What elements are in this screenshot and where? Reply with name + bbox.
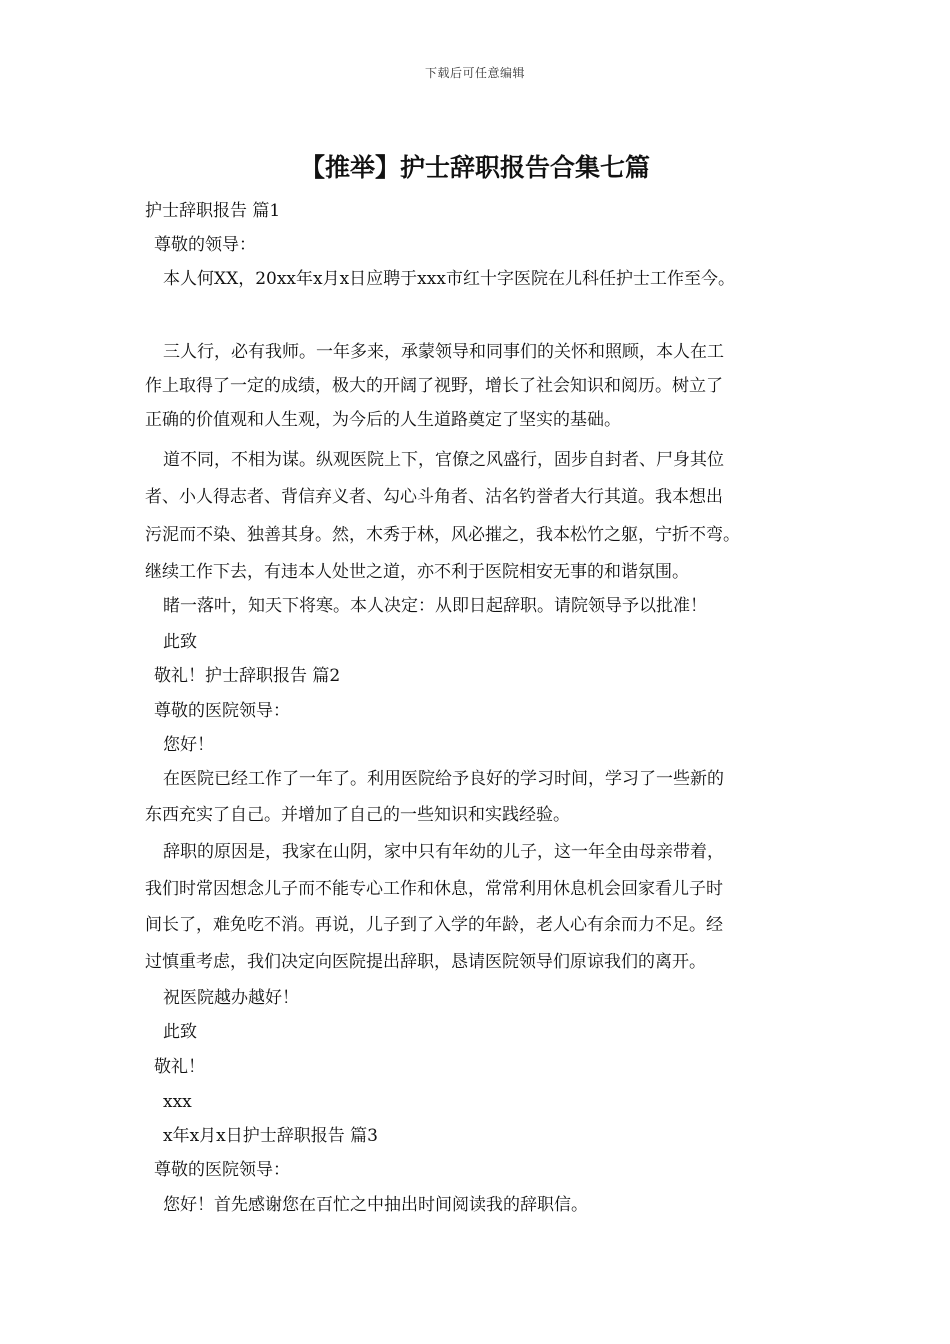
document-title: 【推举】护士辞职报告合集七篇 [299,153,650,182]
closing-line: 此致 [163,632,197,652]
closing-line: 此致 [163,1022,197,1042]
greeting: 您好！ [163,735,214,755]
paragraph-line: 本人何XX，20xx年x月x日应聘于xxx市红十字医院在儿科任护士工作至今。 [163,269,735,289]
section-heading-1: 护士辞职报告 篇1 [145,201,281,221]
paragraph-line: 间长了，难免吃不消。再说，儿子到了入学的年龄，老人心有余而力不足。经 [145,915,723,935]
section-heading-3: x年x月x日护士辞职报告 篇3 [163,1126,378,1146]
signature: xxx [163,1092,192,1112]
paragraph-line: 东西充实了自己。并增加了自己的一些知识和实践经验。 [145,805,570,825]
paragraph-line: 睹一落叶，知天下将寒。本人决定：从即日起辞职。请院领导予以批准！ [163,596,707,616]
paragraph-line: 污泥而不染、独善其身。然，木秀于林，风必摧之，我本松竹之躯，宁折不弯。 [145,525,740,545]
paragraph-line: 正确的价值观和人生观，为今后的人生道路奠定了坚实的基础。 [145,410,621,430]
paragraph-line: 作上取得了一定的成绩，极大的开阔了视野，增长了社会知识和阅历。树立了 [145,376,723,396]
salutation: 尊敬的医院领导： [154,701,290,721]
paragraph-line: 祝医院越办越好！ [163,988,299,1008]
paragraph-line: 道不同，不相为谋。纵观医院上下，官僚之风盛行，固步自封者、尸身其位 [163,450,724,470]
salutation: 尊敬的领导： [154,235,256,255]
paragraph-line: 辞职的原因是，我家在山阴，家中只有年幼的儿子，这一年全由母亲带着， [163,842,724,862]
paragraph-line: 我们时常因想念儿子而不能专心工作和休息，常常利用休息机会回家看儿子时 [145,879,723,899]
paragraph-line: 您好！首先感谢您在百忙之中抽出时间阅读我的辞职信。 [163,1195,588,1215]
salutation: 尊敬的医院领导： [154,1160,290,1180]
section-heading-2: 敬礼！护士辞职报告 篇2 [154,666,341,686]
header-note: 下载后可任意编辑 [424,66,525,80]
paragraph-line: 者、小人得志者、背信弃义者、勾心斗角者、沽名钓誉者大行其道。我本想出 [145,487,723,507]
paragraph-line: 在医院已经工作了一年了。利用医院给予良好的学习时间，学习了一些新的 [163,769,724,789]
paragraph-line: 过慎重考虑，我们决定向医院提出辞职，恳请医院领导们原谅我们的离开。 [145,952,706,972]
paragraph-line: 继续工作下去，有违本人处世之道，亦不利于医院相安无事的和谐氛围。 [145,562,689,582]
closing-line: 敬礼！ [154,1057,205,1077]
paragraph-line: 三人行，必有我师。一年多来，承蒙领导和同事们的关怀和照顾，本人在工 [163,342,724,362]
